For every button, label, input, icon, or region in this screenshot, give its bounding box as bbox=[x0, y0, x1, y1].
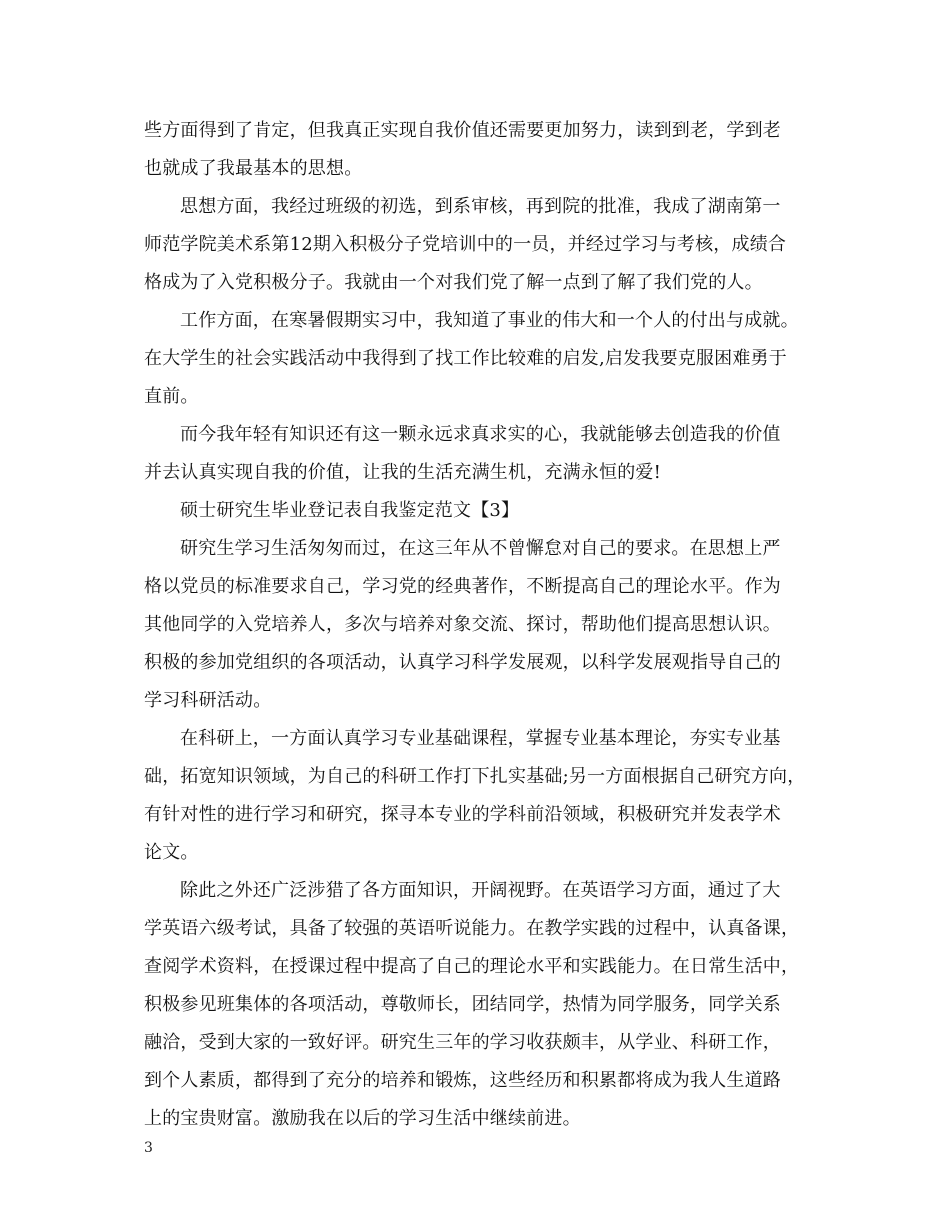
text-line: 研究生学习生活匆匆而过，在这三年从不曾懈怠对自己的要求。在思想上严 bbox=[180, 538, 781, 559]
text-line: 师范学院美术系第12期入积极分子党培训中的一员，并经过学习与考核，成绩合 bbox=[144, 234, 787, 255]
text-line: 融洽，受到大家的一致好评。研究生三年的学习收获颇丰，从学业、科研工作， bbox=[144, 1032, 781, 1053]
text-line: 积极的参加党组织的各项活动，认真学习科学发展观，以科学发展观指导自己的 bbox=[144, 652, 781, 673]
text-line: 并去认真实现自我的价值，让我的生活充满生机，充满永恒的爱! bbox=[144, 462, 662, 483]
text-line: 积极参见班集体的各项活动，尊敬师长，团结同学，热情为同学服务，同学关系 bbox=[144, 994, 781, 1015]
text-line: 直前。 bbox=[144, 386, 199, 407]
page-number: 3 bbox=[144, 1140, 153, 1156]
text-line: 除此之外还广泛涉猎了各方面知识，开阔视野。在英语学习方面，通过了大 bbox=[180, 880, 781, 901]
text-line: 而今我年轻有知识还有这一颗永远求真求实的心，我就能够去创造我的价值 bbox=[180, 424, 781, 445]
text-line: 有针对性的进行学习和研究，探寻本专业的学科前沿领域，积极研究并发表学术 bbox=[144, 804, 781, 825]
text-line: 思想方面，我经过班级的初选，到系审核，再到院的批准，我成了湖南第一 bbox=[180, 196, 781, 217]
text-line: 础，拓宽知识领域，为自己的科研工作打下扎实基础;另一方面根据自己研究方向， bbox=[144, 766, 806, 787]
text-line: 格以党员的标准要求自己，学习党的经典著作，不断提高自己的理论水平。作为 bbox=[144, 576, 781, 597]
text-line: 到个人素质，都得到了充分的培养和锻炼，这些经历和积累都将成为我人生道路 bbox=[144, 1070, 781, 1091]
text-line: 查阅学术资料，在授课过程中提高了自己的理论水平和实践能力。在日常生活中， bbox=[144, 956, 800, 977]
text-line: 学英语六级考试，具备了较强的英语听说能力。在教学实践的过程中，认真备课， bbox=[144, 918, 800, 939]
text-line: 格成为了入党积极分子。我就由一个对我们党了解一点到了解了我们党的人。 bbox=[144, 272, 763, 293]
text-line: 硕士研究生毕业登记表自我鉴定范文【3】 bbox=[180, 500, 520, 521]
text-line: 在大学生的社会实践活动中我得到了找工作比较难的启发,启发我要克服困难勇于 bbox=[144, 348, 787, 369]
text-line: 工作方面，在寒暑假期实习中，我知道了事业的伟大和一个人的付出与成就。 bbox=[180, 310, 799, 331]
text-line: 其他同学的入党培养人，多次与培养对象交流、探讨，帮助他们提高思想认识。 bbox=[144, 614, 781, 635]
text-line: 上的宝贵财富。激励我在以后的学习生活中继续前进。 bbox=[144, 1108, 581, 1129]
text-line: 学习科研活动。 bbox=[144, 690, 272, 711]
text-line: 些方面得到了肯定，但我真正实现自我价值还需要更加努力，读到到老，学到老 bbox=[144, 120, 781, 141]
document-body bbox=[144, 112, 824, 1138]
text-line: 也就成了我最基本的思想。 bbox=[144, 158, 363, 179]
text-line: 在科研上，一方面认真学习专业基础课程，掌握专业基本理论，夯实专业基 bbox=[180, 728, 781, 749]
text-line: 论文。 bbox=[144, 842, 199, 863]
